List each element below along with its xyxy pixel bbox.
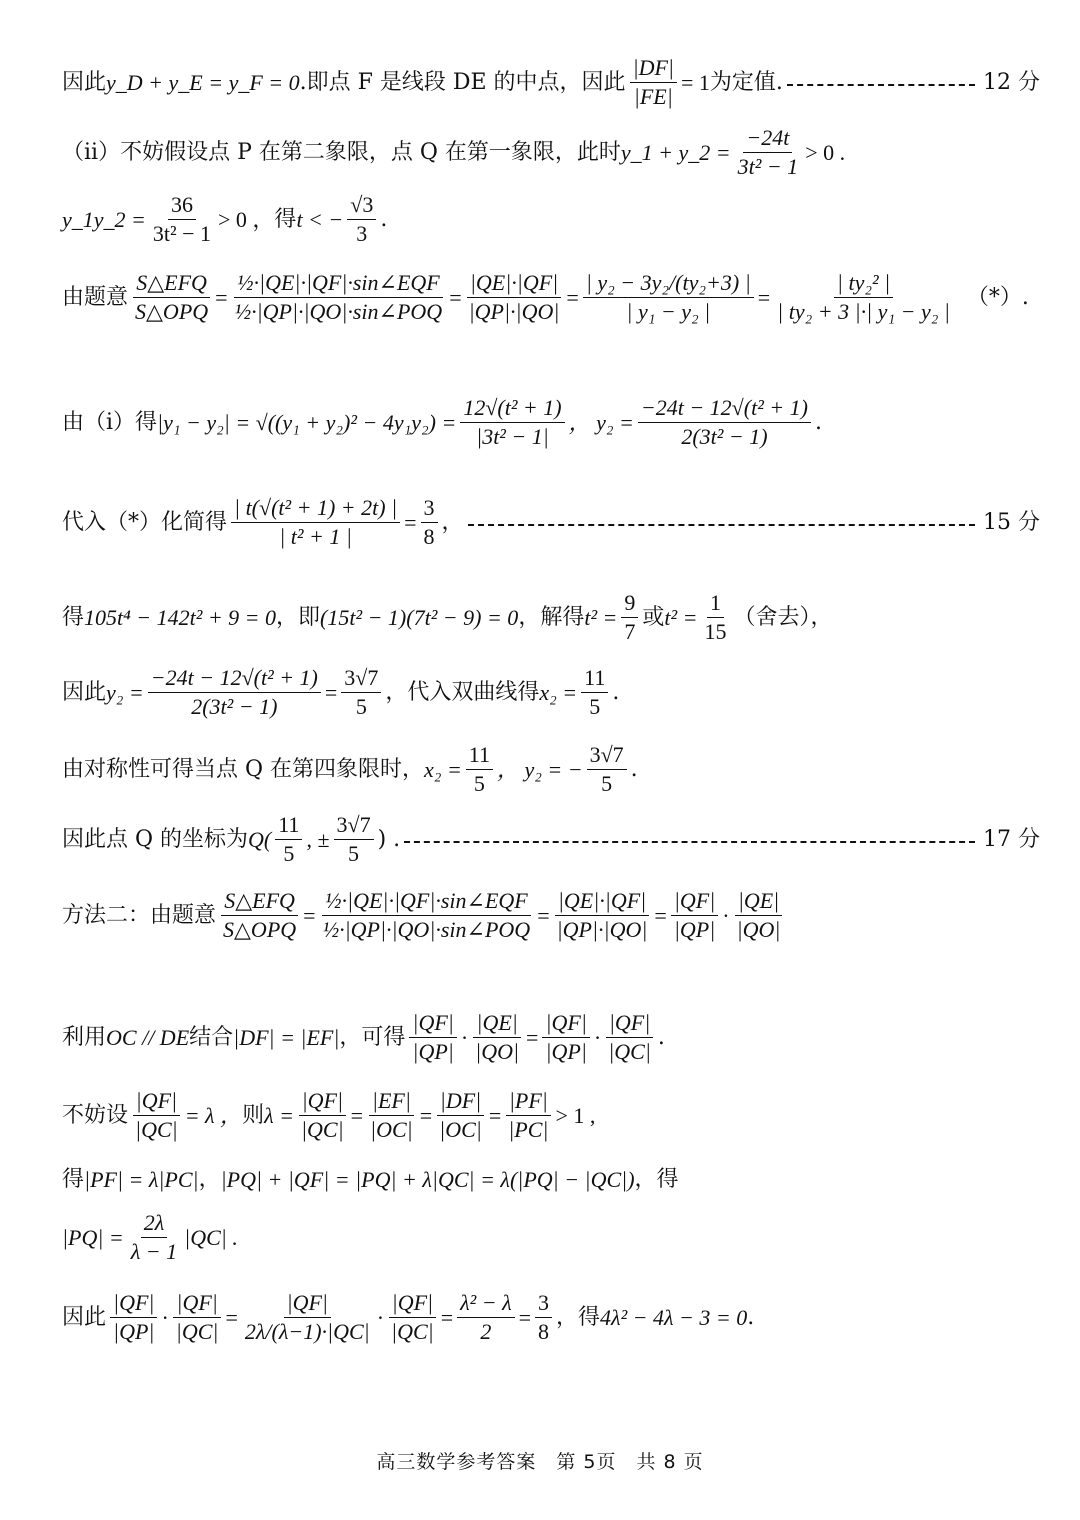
math: |PF| = λ|PC| [84,1167,199,1192]
line-6 [62,495,1040,551]
numerator: |QE|·|QF| [555,888,649,916]
math: |y₁ − y₂| = √((y₁ + y₂)² − 4y₁y₂) = [157,409,457,435]
text: 因此 [62,1304,107,1330]
fraction [334,812,374,868]
line-4: 由题意 $\frac{\text{S△EFQ}}{\text{S△OPQ}}$ = $\frac{\text{½·|QE|·|QF|·sin∠EQF}}{\text{½·|QP|·|QO|·sin∠POQ}}$ = $\frac{|QE|\cdot|QF|}{|QP|\cdot|QO|}$ = $\frac{\text{| y₂ − 3y₂/(ty₂+3) |}}{\text{| y₁ − y₂ |}}$ = $\frac{\text{| ty₂² |}}{\text{| ty₂ + 3 |·| y₁ − y₂ |}}$ （*）. [62,270,1029,325]
fraction [150,192,214,248]
math: |PQ| = [62,1224,124,1250]
math: > 0 ， [218,206,275,232]
numerator: |DF| [437,1088,484,1116]
denominator: |QC| [391,1319,434,1345]
fraction [298,1088,347,1144]
fraction [535,1290,552,1346]
area-ratio [132,270,211,326]
numerator: 36 [168,192,196,220]
math: = [404,509,417,535]
denominator: 7 [624,619,636,645]
denominator: S△OPQ [223,917,297,943]
fraction [505,1088,551,1144]
fraction [472,1010,522,1066]
fraction [735,125,802,181]
text: 因此 [62,69,107,95]
text: 则 [242,1102,265,1128]
text: （舍去）， [733,604,833,630]
numerator: 3√7 [341,665,381,693]
text: 结合 [189,1024,234,1050]
numerator: 3 [421,495,438,523]
denominator: |QO| [475,1039,520,1065]
text: ， [198,1167,221,1192]
math: y₂ = [106,679,144,705]
denominator: 2(3t² − 1) [681,424,768,450]
denominator: |OC| [439,1117,482,1143]
numerator: ½·|QE|·|QF|·sin∠EQF [234,270,443,298]
math: |QC| . [184,1224,238,1250]
denominator: |QC| [300,1117,344,1143]
fraction [638,395,811,451]
denominator: 3t² − 1 [737,154,799,180]
denominator: ½·|QP|·|QO|·sin∠POQ [234,299,443,325]
numerator: |QE|·|QF| [467,270,561,298]
denominator: 5 [348,841,360,867]
fraction [110,1290,157,1346]
text: 因此 [62,679,107,705]
text: 由题意 [62,284,129,310]
line-8 [62,665,1040,721]
numerator: 1 [707,590,724,618]
fraction [275,812,302,868]
math: > 1 , [555,1102,596,1128]
fraction [388,1290,437,1346]
math: 4λ² − 4λ − 3 = 0 [600,1304,748,1330]
fraction [347,192,376,248]
fraction [587,742,627,798]
numerator: |QF| [284,1290,331,1318]
fraction [581,665,608,721]
fraction [605,1010,654,1066]
math: t² = [584,604,618,630]
denominator: 15 [704,619,727,645]
numerator: 3 [535,1290,552,1318]
numerator: |QE| [473,1010,520,1038]
denominator: |QP|·|QO| [556,917,648,943]
numerator: |QE| [735,888,782,916]
numerator: −24t [743,125,792,153]
fraction [132,1088,181,1144]
line-3 [62,192,1040,248]
denominator: |QP|·|QO| [468,299,560,325]
fraction [148,665,321,721]
numerator: |QF| [389,1290,436,1318]
line-12: 利用 OC // DE 结合 |DF| = |EF| ，可得 $\frac{|QF|}{|QP|}$ · $\frac{|QE|}{|QO|}$ = $\frac{|QF|}{|QP|}$ · $\frac{|QF|}{|QC|}$ . [62,1010,665,1065]
text: 代入（*）化简得 [62,509,228,535]
numerator: |QF| [606,1010,653,1038]
math: x₂ = [539,679,578,705]
numerator: 9 [621,590,638,618]
numerator: S△EFQ [133,270,210,298]
text: 得 [62,604,85,630]
math: = [324,679,338,705]
text: 因此点 Q 的坐标为 [62,826,249,852]
text: 得 [274,206,297,232]
fraction [621,590,638,646]
text: ，可得 [339,1024,406,1050]
score: 17 分 [983,826,1040,852]
numerator: |QF| [542,1010,589,1038]
denominator: |OC| [370,1117,413,1143]
text: . [657,1024,665,1050]
text: 利用 [62,1024,107,1050]
fraction [466,270,563,326]
fraction [466,742,493,798]
denominator: |QC| [175,1319,219,1345]
numerator: |QF| [409,1010,456,1038]
fraction [583,270,754,326]
score: 12 分 [983,69,1040,95]
text: 得 [62,1167,85,1192]
line-9 [62,742,1040,798]
fraction [630,55,677,111]
denominator: S△OPQ [135,299,209,325]
line-13: 不妨设 $\frac{|QF|}{|QC|}$ = λ ， 则 λ = $\frac{|QF|}{|QC|}$ = $\frac{|EF|}{|OC|}$ = $\frac{|DF|}{|OC|}$ = $\frac{|PF|}{|PC|}$ > 1 , [62,1088,596,1143]
text: . [612,679,620,705]
numerator: S△EFQ [221,888,298,916]
math: (15t² − 1)(7t² − 9) = 0 [320,604,519,630]
denominator: |QC| [135,1117,178,1143]
math: = 1 [680,69,710,95]
denominator: |QP| [673,917,716,943]
numerator: 3√7 [334,812,374,840]
denominator: 5 [283,841,295,867]
text: ，得 [634,1167,679,1192]
fraction [173,1290,222,1346]
fraction [367,1088,416,1144]
line-1 [62,55,1040,111]
line-14 [62,1167,1040,1193]
denominator: |QP| [545,1039,587,1065]
numerator: |QF| [110,1290,157,1318]
text: . [814,409,822,435]
math: ， y₂ = − [496,756,583,782]
math: > 0 . [805,139,846,165]
fraction [320,888,534,944]
numerator: |DF| [630,55,677,83]
text: 由（i）得 [62,409,158,435]
line-5 [62,395,1040,451]
text: . [630,756,638,782]
math: Q( [248,826,272,852]
equation-tag: （*）. [966,284,1029,310]
line-11: 方法二：由题意 $\frac{\text{S△EFQ}}{\text{S△OPQ}}$ = $\frac{\text{½·|QE|·|QF|·sin∠EQF}}{\text{½·|QP|·|QO|·sin∠POQ}}$ = $\frac{|QE|\cdot|QF|}{|QP|\cdot|QO|}$ = $\frac{|QF|}{|QP|}$ · $\frac{|QE|}{|QO|}$ [62,888,1040,944]
denominator: |QP| [113,1319,155,1345]
text: ，代入双曲线得 [385,679,540,705]
text: ，解得 [518,604,585,630]
numerator: 11 [581,665,608,693]
math: x₂ = [424,756,462,782]
denominator: 5 [601,771,613,797]
numerator: −24t − 12√(t² + 1) [638,395,811,423]
numerator: ½·|QE|·|QF|·sin∠EQF [322,888,531,916]
math: y_1 + y_2 = [620,139,731,165]
fraction [542,1010,589,1066]
fraction [460,395,564,451]
numerator: |QF| [299,1088,346,1116]
math: , ± [306,826,330,852]
text: 方法二：由题意 [62,902,217,928]
text: ，即 [276,604,321,630]
fraction [242,1290,373,1346]
fraction [128,1210,180,1266]
denominator: 5 [473,771,485,797]
fraction [734,888,784,944]
numerator: √3 [347,192,376,220]
dashed-leader [787,84,975,86]
text: 由对称性可得当点 Q 在第四象限时， [62,756,425,782]
fraction [457,1290,515,1346]
math: t < − [296,206,344,232]
line-2 [62,125,1040,181]
numerator: |QF| [133,1088,180,1116]
text: 为定值. [709,69,783,95]
math: 105t⁴ − 142t² + 9 = 0 [84,604,277,630]
denominator: |QP| [412,1039,454,1065]
denominator: 5 [355,694,367,720]
denominator: |3t² − 1| [476,424,549,450]
numerator: |PF| [506,1088,551,1116]
text: ，得 [556,1304,601,1330]
math: y_1y_2 = [62,206,146,232]
math: |DF| = |EF| [233,1024,340,1050]
fraction [232,270,446,326]
numerator: | t(√(t² + 1) + 2t) | [231,495,400,523]
score: 15 分 [983,509,1040,535]
denominator: |FE| [633,84,673,110]
numerator: | y₂ − 3y₂/(ty₂+3) | [583,270,754,298]
numerator: |EF| [369,1088,414,1116]
denominator: 2λ/(λ−1)·|QC| [244,1319,370,1345]
page-footer: 高三数学参考答案 第 5页 共 8 页 [376,1451,704,1473]
fraction [554,888,651,944]
numerator: | ty₂² | [834,270,893,298]
denominator: 2 [480,1319,492,1345]
text: .即点 F 是线段 DE 的中点，因此 [299,69,626,95]
math: y_D + y_E = y_F = 0 [106,69,300,95]
denominator: | t² + 1 | [279,524,352,550]
numerator: |QF| [173,1290,220,1318]
denominator: |QC| [608,1039,651,1065]
fraction [409,1010,456,1066]
fraction [231,495,400,551]
math: |PQ| + |QF| = |PQ| + λ|QC| = λ(|PQ| − |QC|) [220,1167,635,1192]
math: = λ ， [184,1102,243,1128]
math: λ = [264,1102,294,1128]
dashed-leader [404,841,975,843]
fraction [341,665,381,721]
numerator: −24t − 12√(t² + 1) [148,665,321,693]
math: t² = [664,604,698,630]
denominator: | ty₂ + 3 |·| y₁ − y₂ | [777,299,950,325]
line-10 [62,812,1040,868]
numerator: 3√7 [587,742,627,770]
line-15 [62,1210,1040,1266]
denominator: 5 [589,694,601,720]
denominator: |PC| [508,1117,549,1143]
text: （ii）不妨假设点 P 在第二象限，点 Q 在第一象限，此时 [62,139,621,165]
text: ) . [377,826,401,852]
fraction [774,270,953,326]
denominator: 2(3t² − 1) [191,694,278,720]
line-16: 因此 $\frac{|QF|}{|QP|}$ · $\frac{|QF|}{|QC|}$ = $\frac{|QF|}{2\lambda/(\lambda-1)\cdot|QC|}$ · $\frac{|QF|}{|QC|}$ = $\frac{\text{λ² − λ}}{2}$ = $\frac{3}{8}$ ，得 4λ² − 4λ − 3 = 0 . [62,1290,755,1345]
math: ， y₂ = [568,409,634,435]
denominator: 3 [356,221,368,247]
denominator: λ − 1 [130,1239,178,1265]
dashed-leader [468,524,975,526]
denominator: |QO| [736,917,781,943]
denominator: 3t² − 1 [152,221,211,247]
text: 不妨设 [62,1102,129,1128]
math: OC // DE [106,1024,190,1050]
denominator: 8 [538,1319,550,1345]
numerator: 2λ [141,1210,168,1238]
text: . [380,206,388,232]
text: ， [441,509,464,535]
numerator: |QF| [671,888,718,916]
fraction [701,590,729,646]
numerator: λ² − λ [457,1290,515,1318]
denominator: ½·|QP|·|QO|·sin∠POQ [322,917,531,943]
numerator: 12√(t² + 1) [460,395,564,423]
numerator: 11 [275,812,302,840]
denominator: 8 [423,524,435,550]
text: . [747,1304,755,1330]
denominator: | y₁ − y₂ | [626,299,711,325]
fraction [671,888,718,944]
text: 或 [642,604,665,630]
line-7 [62,590,1040,646]
numerator: 11 [466,742,493,770]
fraction [421,495,438,551]
area-ratio [220,888,299,944]
fraction [436,1088,485,1144]
